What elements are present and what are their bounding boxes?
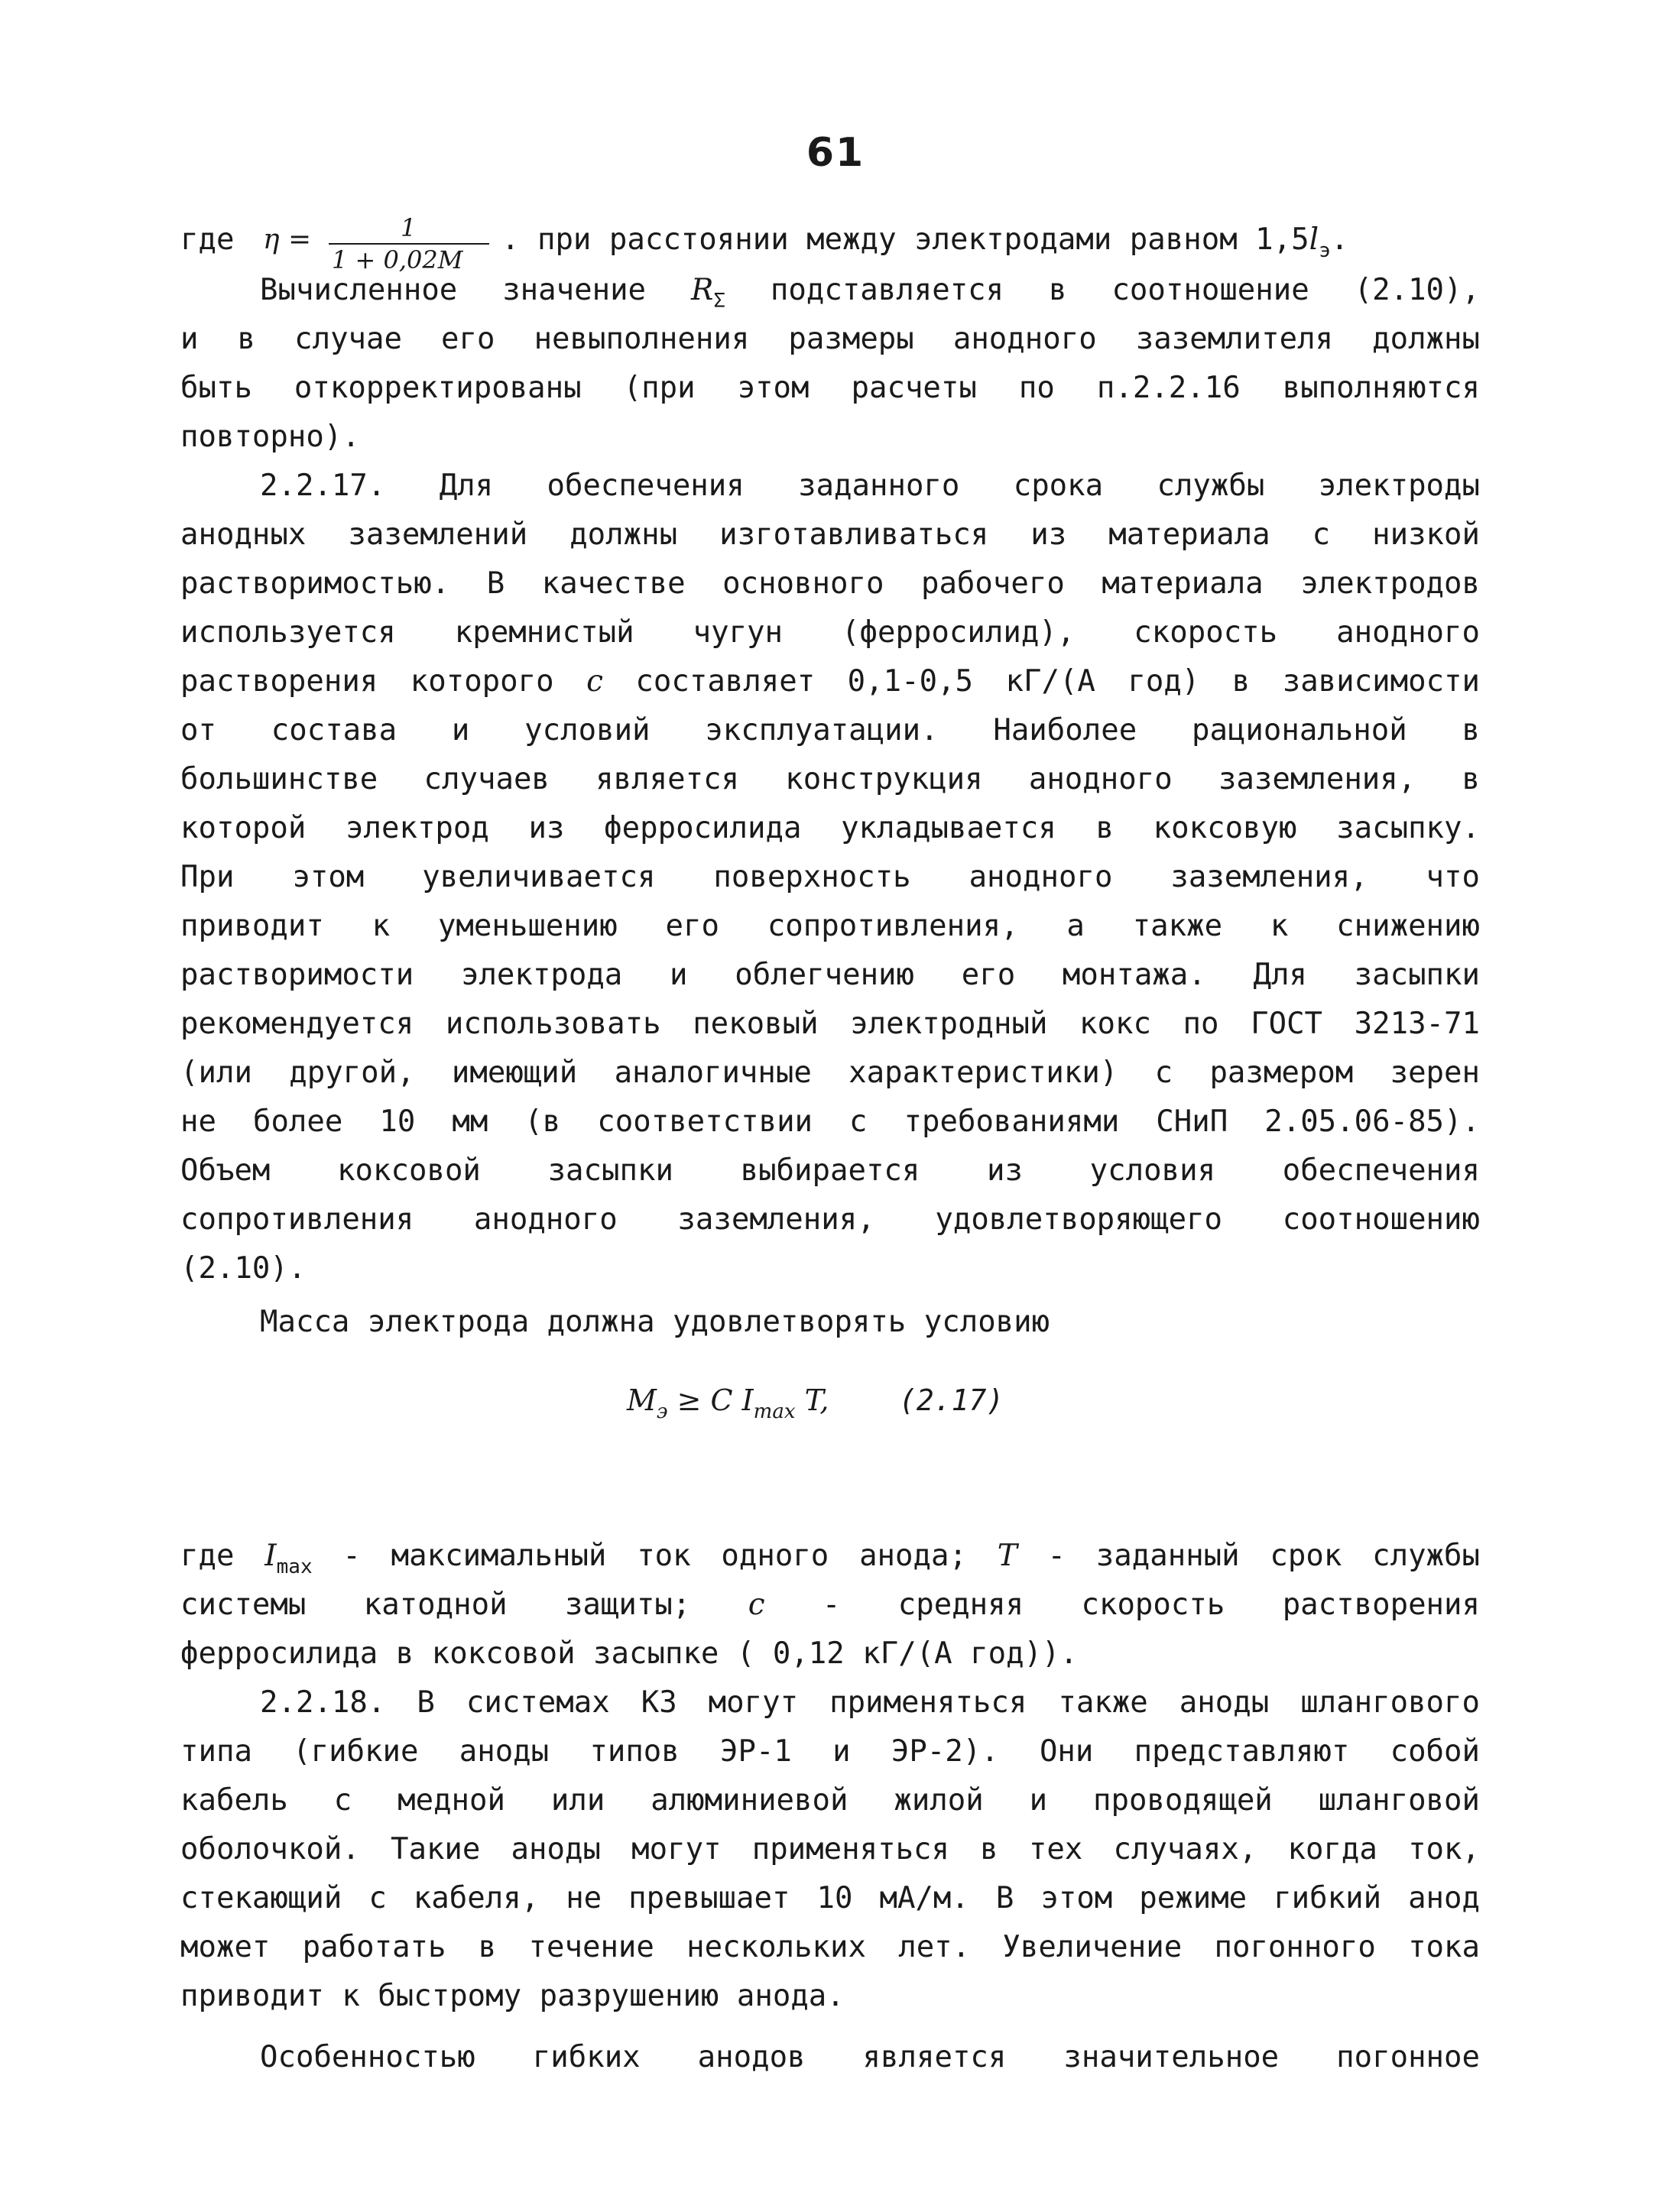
- para2-line11: растворимости электрода и облегчению его монтажа. Для засыпки: [180, 958, 1480, 992]
- para5-line5: стекающий с кабеля, не превышает 10 мА/м. В этом режиме гибкий анод: [180, 1881, 1480, 1915]
- page-number: 61: [806, 130, 865, 176]
- para1-line1-a: Вычисленное значение: [260, 273, 647, 307]
- para2-line12: рекомендуется использовать пековый электродный кокс по ГОСТ 3213-71: [180, 1007, 1480, 1041]
- para5-line4: оболочкой. Такие аноды могут применяться в тех случаях, когда ток,: [180, 1832, 1480, 1867]
- eta-suffix-sub: э: [1319, 239, 1331, 262]
- formula-m-sub: э: [656, 1400, 668, 1423]
- para2-line5: [180, 659, 1480, 705]
- eta-numerator: 1: [401, 213, 417, 242]
- c-var: c: [748, 1588, 765, 1622]
- para1-line2: и в случае его невыполнения размеры анодного заземлителя должны: [180, 322, 1480, 356]
- para2-line14: не более 10 мм (в соответствии с требованиями СНиП 2.05.06-85).: [180, 1104, 1480, 1139]
- para4-line2: [180, 1582, 1480, 1628]
- para2-line5-a: растворения которого: [180, 664, 554, 699]
- formula-number: (2.17): [899, 1383, 1004, 1417]
- para4-line1-a: где: [180, 1539, 235, 1573]
- r-sigma: [690, 273, 725, 313]
- para4-line1-c: - заданный срок службы: [1047, 1539, 1480, 1573]
- para4-line1: [180, 1533, 1480, 1579]
- eta-denominator: 1 + 0,02M: [332, 245, 463, 274]
- gde-label: где: [180, 222, 235, 257]
- para2-line4: используется кремнистый чугун (ферросилид), скорость анодного: [180, 615, 1480, 650]
- para2-line2: анодных заземлений должны изготавливаться из материала с низкой: [180, 517, 1480, 552]
- formula-i-sub: max: [753, 1400, 796, 1423]
- eta-suffix-end: .: [1330, 222, 1349, 257]
- para4-line3: ферросилида в коксовой засыпке ( 0,12 кГ/(А год)).: [180, 1636, 1078, 1671]
- para2-line7: большинстве случаев является конструкция анодного заземления, в: [180, 762, 1480, 796]
- para4-line2-a: системы катодной защиты;: [180, 1588, 691, 1622]
- t-var: T: [997, 1539, 1017, 1573]
- para4-line2-b: - средняя скорость растворения: [822, 1588, 1480, 1622]
- eta-fraction-bar: [329, 243, 489, 245]
- formula-rel: ≥ C I: [677, 1383, 754, 1417]
- para5-line2: типа (гибкие аноды типов ЭР-1 и ЭР-2). Они представляют собой: [180, 1734, 1480, 1769]
- para2-line3: растворимостью. В качестве основного рабочего материала электродов: [180, 566, 1480, 601]
- para2-line5-b: составляет 0,1-0,5 кГ/(А год) в зависимости: [635, 664, 1481, 699]
- r-var: R: [690, 273, 714, 307]
- para2-line13: (или другой, имеющий аналогичные характеристики) с размером зерен: [180, 1056, 1480, 1090]
- para1-line4: повторно).: [180, 420, 360, 454]
- para2-line15: Объем коксовой засыпки выбирается из условия обеспечения: [180, 1153, 1480, 1188]
- para6-line1: Особенностью гибких анодов является значительное погонное: [260, 2040, 1480, 2074]
- para2-line6: от состава и условий эксплуатации. Наиболее рациональной в: [180, 713, 1480, 748]
- i-var: I: [264, 1539, 277, 1573]
- para1-line1-b: подставляется в соотношение (2.10),: [770, 273, 1480, 307]
- eta-suffix-var: l: [1309, 222, 1319, 257]
- eta-suffix: [501, 217, 1348, 263]
- r-sub: Σ: [713, 290, 725, 313]
- para1-line3: быть откорректированы (при этом расчеты по п.2.2.16 выполняются: [180, 371, 1480, 405]
- i-sub: max: [276, 1555, 313, 1578]
- para2-line17: (2.10).: [180, 1251, 307, 1286]
- para5-line1: 2.2.18. В системах КЗ могут применяться также аноды шлангового: [260, 1685, 1480, 1720]
- para2-line1: 2.2.17. Для обеспечения заданного срока службы электроды: [260, 469, 1480, 503]
- para5-line7: приводит к быстрому разрушению анода.: [180, 1979, 845, 2013]
- i-max: [264, 1539, 313, 1578]
- eta-symbol: η =: [263, 224, 312, 255]
- para2-line10: приводит к уменьшению его сопротивления, а также к снижению: [180, 909, 1480, 943]
- para4-line1-b: - максимальный ток одного анода;: [342, 1539, 967, 1573]
- formula-2-17: [627, 1383, 829, 1423]
- formula-t: T,: [804, 1383, 829, 1417]
- var-c: c: [586, 664, 603, 699]
- para5-line6: может работать в течение нескольких лет. Увеличение погонного тока: [180, 1930, 1480, 1964]
- formula-m: M: [627, 1383, 657, 1417]
- para5-line3: кабель с медной или алюминиевой жилой и проводящей шланговой: [180, 1783, 1480, 1818]
- eta-suffix-text: . при расстоянии между электродами равном 1,5: [501, 222, 1309, 257]
- para3-line1: Масса электрода должна удовлетворять условию: [260, 1305, 1050, 1339]
- para2-line9: При этом увеличивается поверхность анодного заземления, что: [180, 860, 1480, 894]
- para2-line8: которой электрод из ферросилида укладывается в коксовую засыпку.: [180, 811, 1480, 845]
- para2-line16: сопротивления анодного заземления, удовлетворяющего соотношению: [180, 1202, 1480, 1237]
- para1-line1: [260, 268, 1480, 313]
